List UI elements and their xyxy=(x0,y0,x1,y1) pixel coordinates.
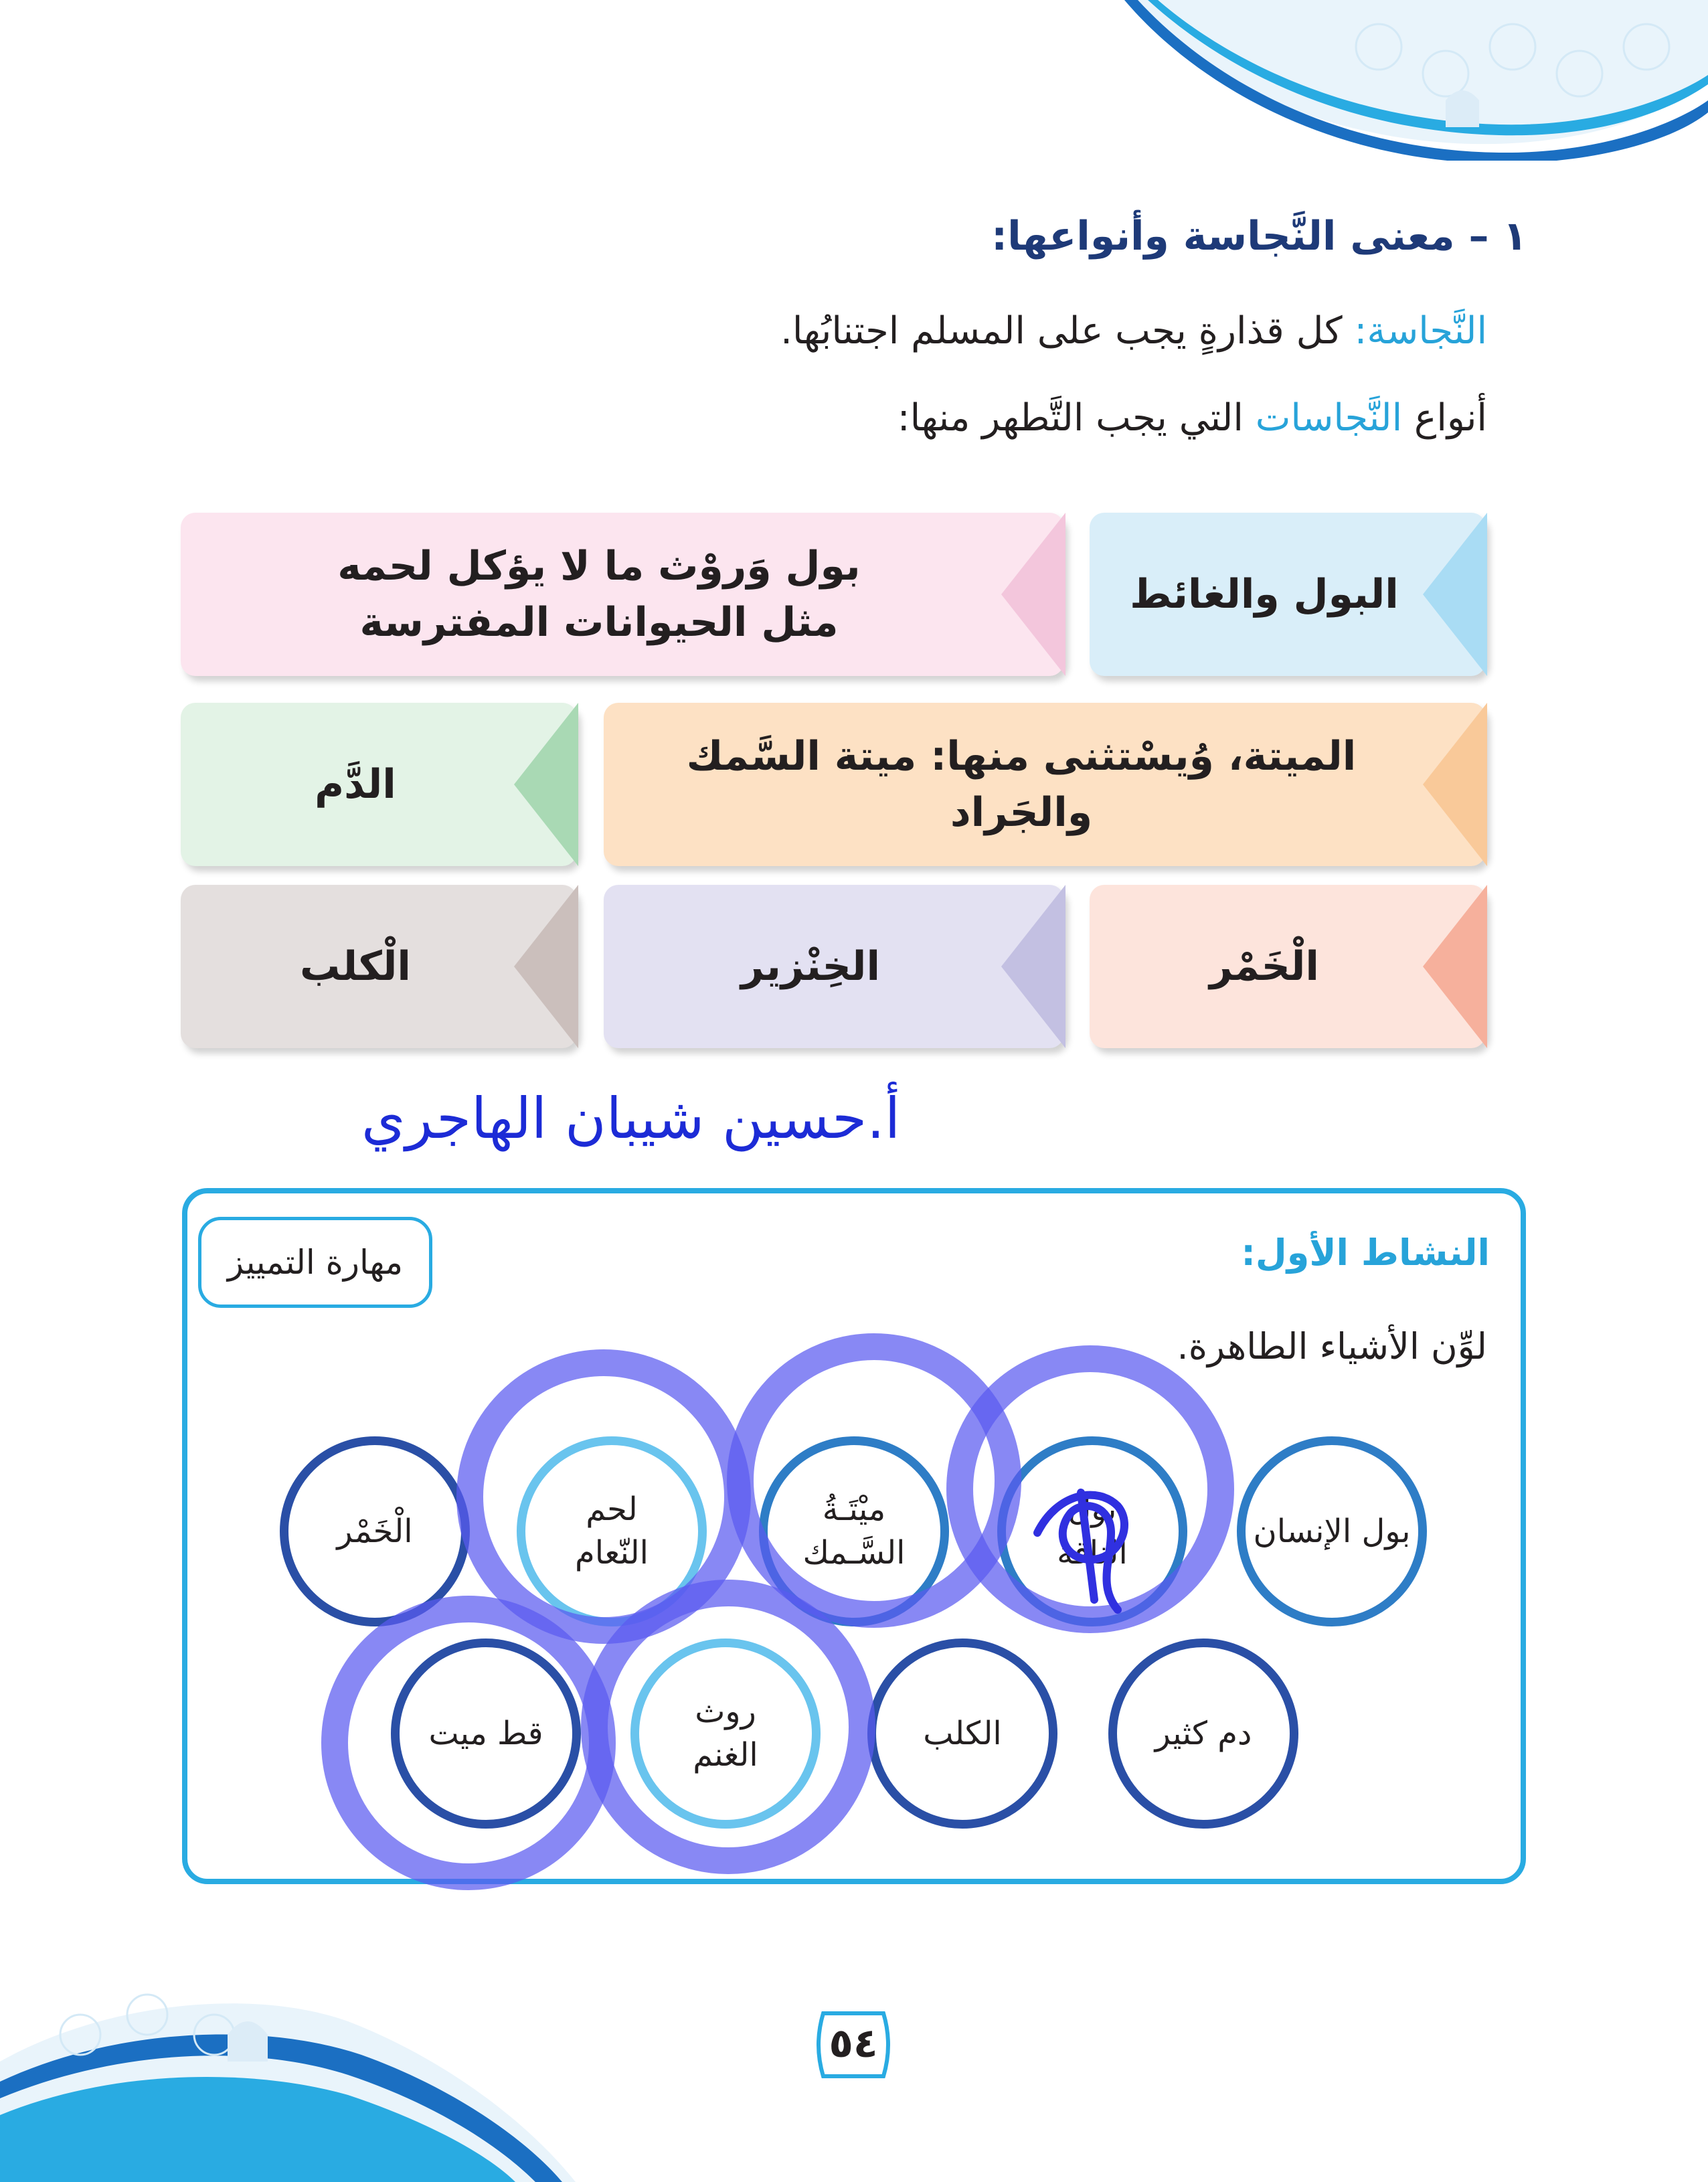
card-arrow-icon xyxy=(1423,885,1487,1048)
answer-mark-ring xyxy=(321,1596,616,1890)
answer-mark-ring xyxy=(581,1580,875,1874)
card-arrow-icon xyxy=(1001,885,1065,1048)
answer-label: الْخَمْر xyxy=(337,1512,413,1550)
card-arrow-icon xyxy=(514,703,578,866)
category-card-pig xyxy=(604,885,1064,1048)
category-card-predator-waste xyxy=(181,513,1064,676)
card-arrow-icon xyxy=(1423,703,1487,866)
category-label: الدَّم xyxy=(315,761,396,808)
category-label: الميتة، وُيسْتثنى منها: ميتة السَّمك والجَراد xyxy=(686,733,1357,836)
answer-label: قط ميت xyxy=(428,1714,543,1752)
types-intro-prefix: أنواع xyxy=(1402,396,1487,440)
category-card-carrion xyxy=(604,703,1486,866)
card-arrow-icon xyxy=(514,885,578,1048)
answer-label: الكلب xyxy=(923,1714,1002,1752)
answer-circle[interactable] xyxy=(867,1639,1057,1829)
card-arrow-icon xyxy=(1423,513,1487,676)
types-intro-term: النَّجاسات xyxy=(1255,396,1403,440)
activity-title: النشاط الأول: xyxy=(1241,1232,1490,1274)
section-heading: ١ – معنى النَّجاسة وأنواعها: xyxy=(991,213,1527,260)
top-wave-decoration xyxy=(1098,0,1708,161)
definition-line xyxy=(780,309,1487,353)
activity-instruction: لوِّن الأشياء الطاهرة. xyxy=(1177,1325,1487,1367)
definition-term: النَّجاسة: xyxy=(1354,309,1487,353)
bottom-wave-decoration xyxy=(0,1981,602,2182)
category-label: الخِنْزير xyxy=(741,943,881,990)
answer-label: لحم النّعام xyxy=(575,1491,649,1572)
category-card-dog xyxy=(181,885,577,1048)
answer-circle[interactable] xyxy=(1108,1639,1298,1829)
answer-label: روث الغنم xyxy=(693,1693,758,1774)
definition-text: كل قذارةٍ يجب على المسلم اجتنابُها. xyxy=(780,309,1355,353)
category-label: بول وَروْث ما لا يؤكل لحمه مثل الحيوانات المفترسة xyxy=(337,543,861,646)
answer-label: بول الإنسان xyxy=(1253,1512,1411,1550)
scribble-mark xyxy=(1017,1466,1151,1620)
category-card-urine-feces xyxy=(1090,513,1486,676)
category-label: الْكلب xyxy=(300,943,411,990)
types-intro-suffix: التي يجب التَّطهر منها: xyxy=(897,396,1256,440)
answer-label: دم كثير xyxy=(1155,1714,1252,1752)
types-intro-line xyxy=(898,396,1487,440)
page-number: ٥٤ xyxy=(829,2020,878,2067)
category-label: الْخَمْر xyxy=(1209,943,1319,990)
answer-label: ميْتَـةُ السَّـمك xyxy=(802,1491,906,1572)
category-card-blood xyxy=(181,703,577,866)
answer-circle[interactable] xyxy=(1237,1436,1427,1626)
category-label: البول والغائط xyxy=(1130,571,1399,618)
category-card-alcohol xyxy=(1090,885,1486,1048)
skill-badge: مهارة التمييز xyxy=(198,1217,432,1308)
card-arrow-icon xyxy=(1001,513,1065,676)
author-name: أ.حسين شيبان الهاجري xyxy=(361,1086,901,1151)
answer-label: بول الناقة xyxy=(1057,1491,1128,1572)
